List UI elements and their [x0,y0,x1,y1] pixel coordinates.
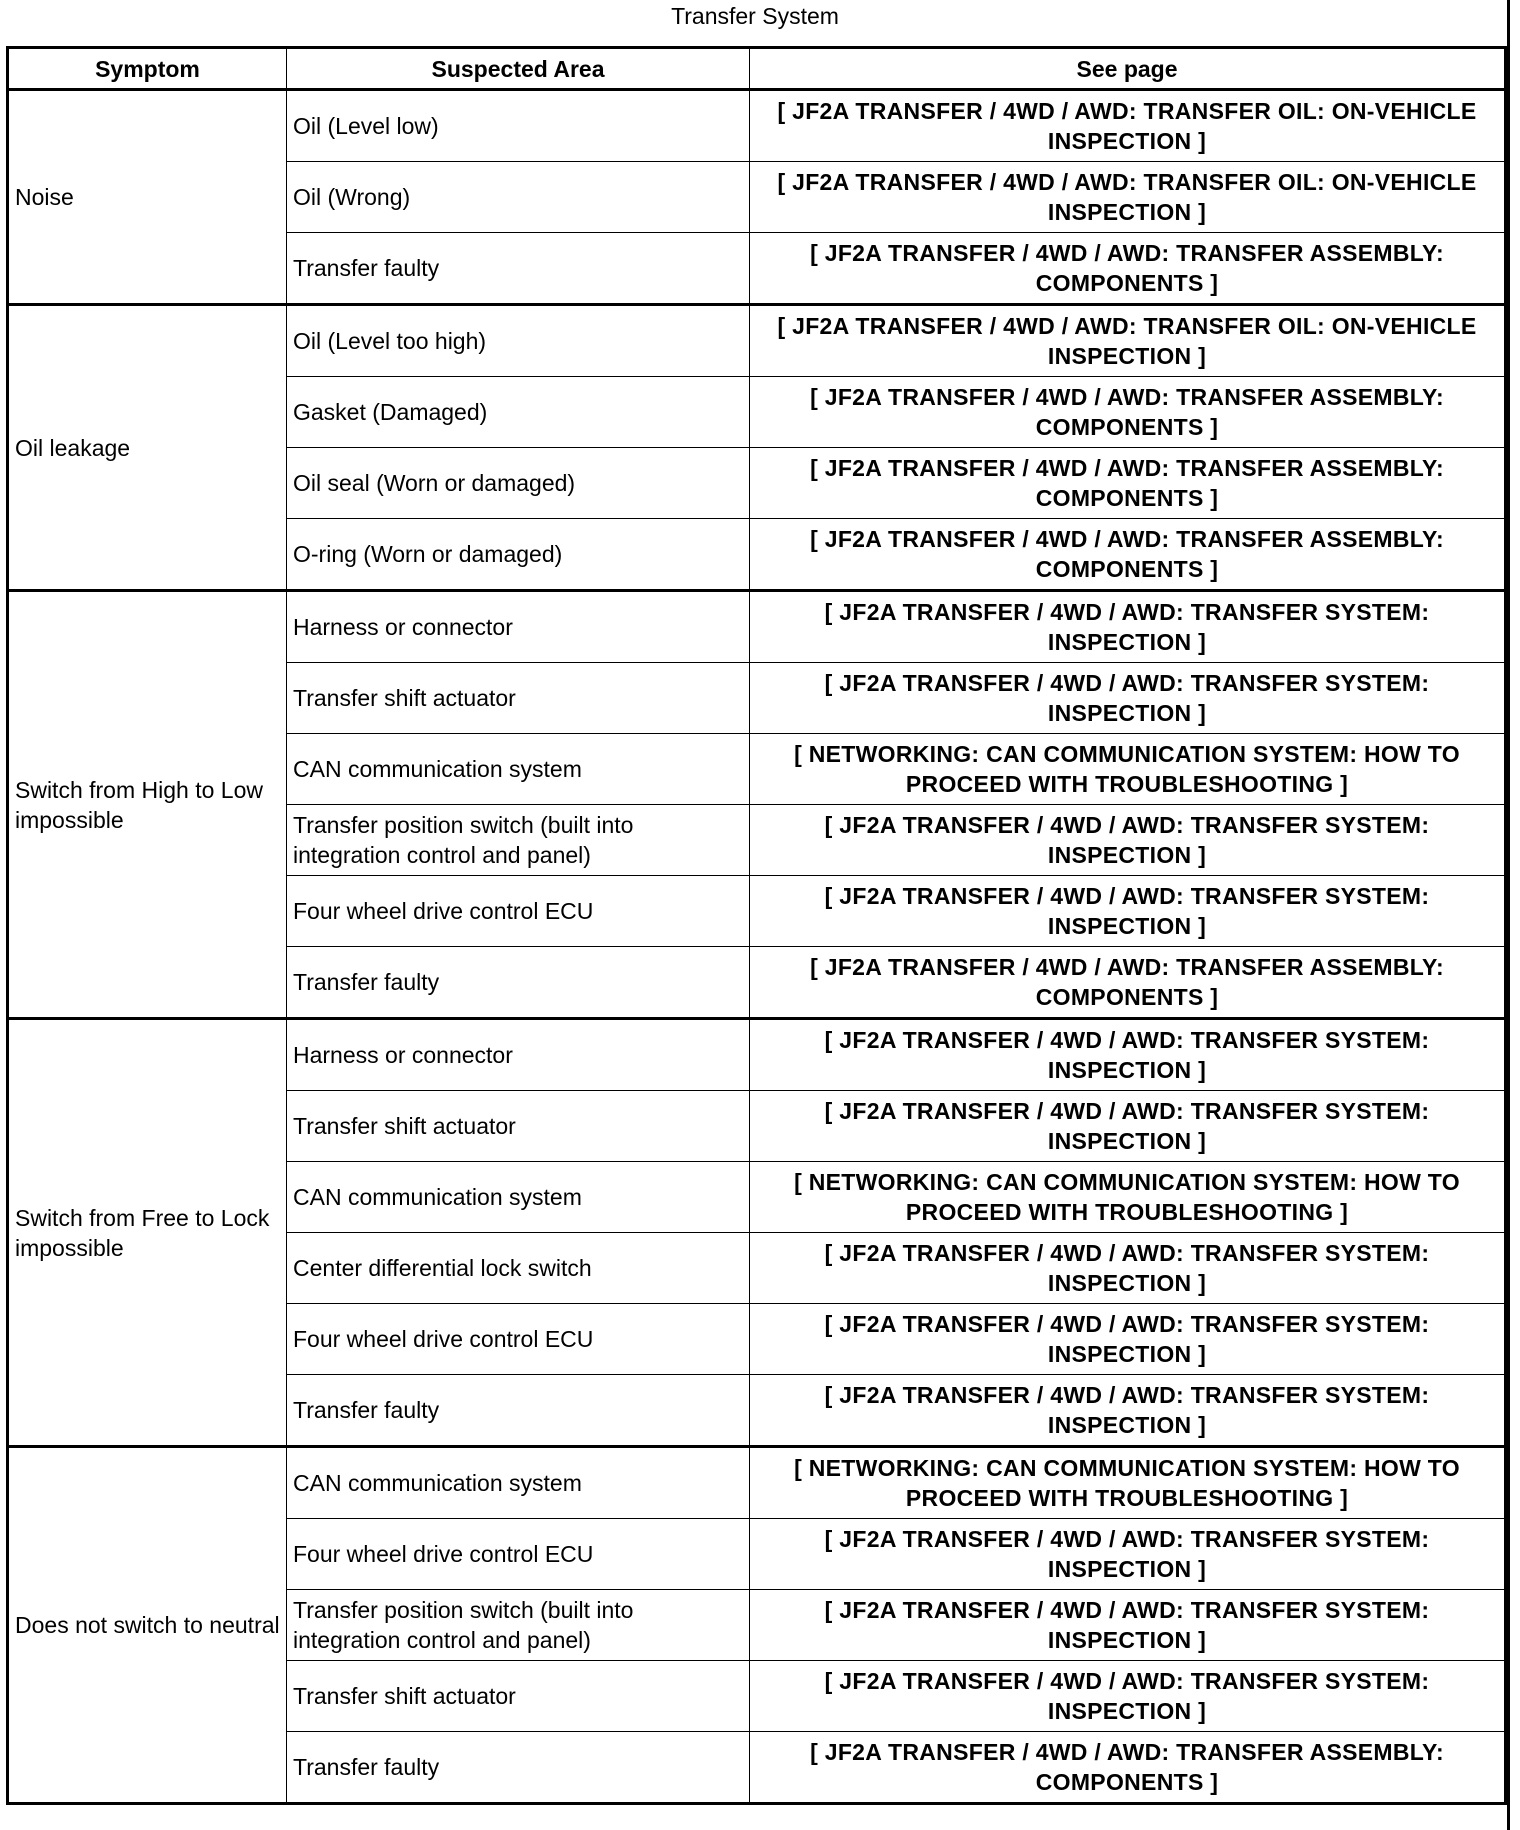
table-row [8,1447,1506,1519]
suspected-area-cell: Transfer shift actuator [287,1661,750,1732]
suspected-area-cell: Oil (Level low) [287,90,750,162]
suspected-area-cell: Harness or connector [287,1019,750,1091]
see-page-link[interactable]: [ JF2A TRANSFER / 4WD / AWD: TRANSFER SYSTEM: INSPECTION ] [750,663,1506,734]
see-page-link[interactable]: [ JF2A TRANSFER / 4WD / AWD: TRANSFER SYSTEM: INSPECTION ] [750,1519,1506,1590]
suspected-area-cell: Transfer faulty [287,947,750,1019]
table-caption: Transfer System [671,3,839,29]
suspected-area-cell: Transfer shift actuator [287,663,750,734]
see-page-link[interactable]: [ JF2A TRANSFER / 4WD / AWD: TRANSFER SYSTEM: INSPECTION ] [750,1233,1506,1304]
table-body [8,90,1506,1804]
see-page-link[interactable]: [ NETWORKING: CAN COMMUNICATION SYSTEM: HOW TO PROCEED WITH TROUBLESHOOTING ] [750,1162,1506,1233]
see-page-link[interactable]: [ NETWORKING: CAN COMMUNICATION SYSTEM: HOW TO PROCEED WITH TROUBLESHOOTING ] [750,1447,1506,1519]
see-page-link[interactable]: [ JF2A TRANSFER / 4WD / AWD: TRANSFER ASSEMBLY: COMPONENTS ] [750,519,1506,591]
suspected-area-cell: CAN communication system [287,1447,750,1519]
table-row [8,1019,1506,1091]
header-row [8,48,1506,90]
suspected-area-cell: Center differential lock switch [287,1233,750,1304]
header-suspected-area: Suspected Area [287,48,750,90]
see-page-link[interactable]: [ JF2A TRANSFER / 4WD / AWD: TRANSFER SYSTEM: INSPECTION ] [750,1590,1506,1661]
suspected-area-cell: Four wheel drive control ECU [287,1519,750,1590]
see-page-link[interactable]: [ JF2A TRANSFER / 4WD / AWD: TRANSFER SYSTEM: INSPECTION ] [750,876,1506,947]
see-page-link[interactable]: [ JF2A TRANSFER / 4WD / AWD: TRANSFER OIL: ON-VEHICLE INSPECTION ] [750,305,1506,377]
header-see-page: See page [750,48,1506,90]
symptom-cell: Switch from High to Low impossible [8,591,287,1019]
see-page-link[interactable]: [ JF2A TRANSFER / 4WD / AWD: TRANSFER SYSTEM: INSPECTION ] [750,1375,1506,1447]
see-page-link[interactable]: [ JF2A TRANSFER / 4WD / AWD: TRANSFER SYSTEM: INSPECTION ] [750,1661,1506,1732]
suspected-area-cell: Transfer position switch (built into integration control and panel) [287,1590,750,1661]
suspected-area-cell: Transfer faulty [287,233,750,305]
see-page-link[interactable]: [ JF2A TRANSFER / 4WD / AWD: TRANSFER OIL: ON-VEHICLE INSPECTION ] [750,90,1506,162]
see-page-link[interactable]: [ JF2A TRANSFER / 4WD / AWD: TRANSFER ASSEMBLY: COMPONENTS ] [750,233,1506,305]
suspected-area-cell: Oil (Wrong) [287,162,750,233]
suspected-area-cell: Four wheel drive control ECU [287,1304,750,1375]
suspected-area-cell: CAN communication system [287,734,750,805]
see-page-link[interactable]: [ JF2A TRANSFER / 4WD / AWD: TRANSFER SYSTEM: INSPECTION ] [750,591,1506,663]
symptom-cell: Switch from Free to Lock impossible [8,1019,287,1447]
see-page-link[interactable]: [ JF2A TRANSFER / 4WD / AWD: TRANSFER OIL: ON-VEHICLE INSPECTION ] [750,162,1506,233]
see-page-link[interactable]: [ NETWORKING: CAN COMMUNICATION SYSTEM: HOW TO PROCEED WITH TROUBLESHOOTING ] [750,734,1506,805]
table-row [8,591,1506,663]
suspected-area-cell: Harness or connector [287,591,750,663]
suspected-area-cell: Four wheel drive control ECU [287,876,750,947]
see-page-link[interactable]: [ JF2A TRANSFER / 4WD / AWD: TRANSFER SYSTEM: INSPECTION ] [750,1019,1506,1091]
suspected-area-cell: Transfer faulty [287,1375,750,1447]
suspected-area-cell: O-ring (Worn or damaged) [287,519,750,591]
suspected-area-cell: CAN communication system [287,1162,750,1233]
see-page-link[interactable]: [ JF2A TRANSFER / 4WD / AWD: TRANSFER ASSEMBLY: COMPONENTS ] [750,1732,1506,1804]
see-page-link[interactable]: [ JF2A TRANSFER / 4WD / AWD: TRANSFER ASSEMBLY: COMPONENTS ] [750,448,1506,519]
symptom-cell: Oil leakage [8,305,287,591]
table-row [8,90,1506,162]
symptom-cell: Does not switch to neutral [8,1447,287,1804]
suspected-area-cell: Gasket (Damaged) [287,377,750,448]
see-page-link[interactable]: [ JF2A TRANSFER / 4WD / AWD: TRANSFER SYSTEM: INSPECTION ] [750,1091,1506,1162]
suspected-area-cell: Oil (Level too high) [287,305,750,377]
troubleshooting-table [6,46,1507,1805]
suspected-area-cell: Transfer faulty [287,1732,750,1804]
see-page-link[interactable]: [ JF2A TRANSFER / 4WD / AWD: TRANSFER SYSTEM: INSPECTION ] [750,805,1506,876]
suspected-area-cell: Oil seal (Worn or damaged) [287,448,750,519]
suspected-area-cell: Transfer position switch (built into integration control and panel) [287,805,750,876]
see-page-link[interactable]: [ JF2A TRANSFER / 4WD / AWD: TRANSFER ASSEMBLY: COMPONENTS ] [750,377,1506,448]
symptom-cell: Noise [8,90,287,305]
see-page-link[interactable]: [ JF2A TRANSFER / 4WD / AWD: TRANSFER ASSEMBLY: COMPONENTS ] [750,947,1506,1019]
suspected-area-cell: Transfer shift actuator [287,1091,750,1162]
header-symptom: Symptom [8,48,287,90]
table-row [8,305,1506,377]
see-page-link[interactable]: [ JF2A TRANSFER / 4WD / AWD: TRANSFER SYSTEM: INSPECTION ] [750,1304,1506,1375]
